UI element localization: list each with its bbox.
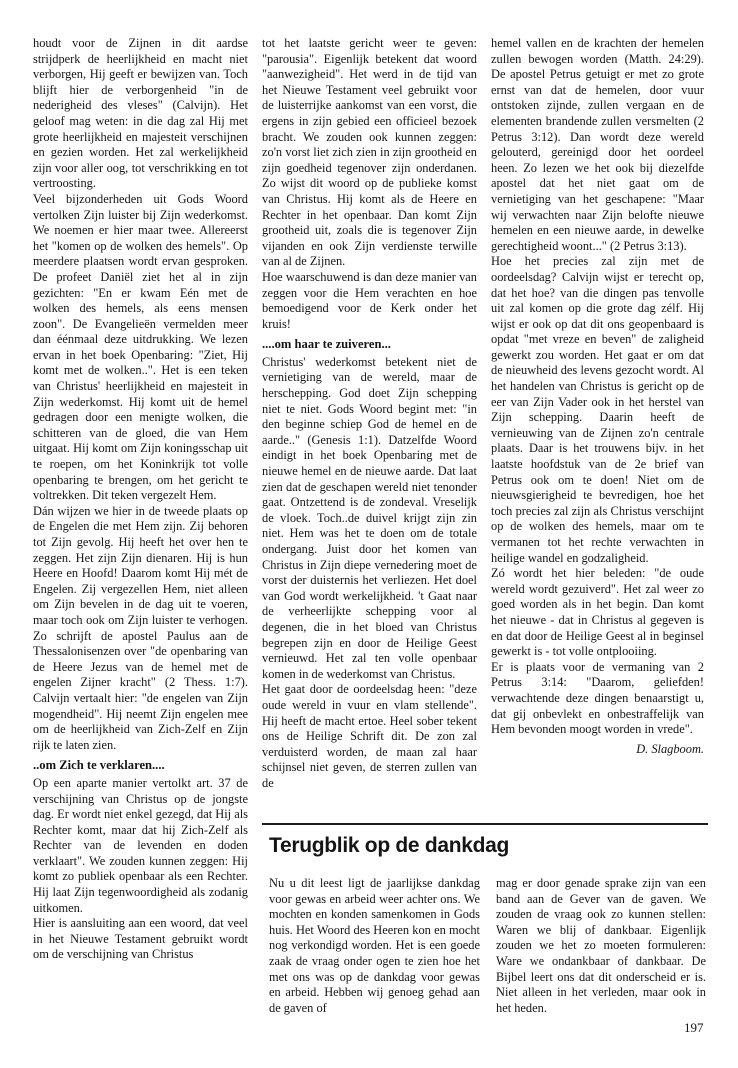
paragraph: Christus' wederkomst betekent niet de vernietiging van de wereld, maar de herschepping. God doet Zijn schepping niet te niet. Gods Woord begint met: "in den beginne schiep God de hemel en de aarde.." (Genesis 1:1). Datzelfde Woord eindigt in het boek Openbaring met de nieuwe hemel en de nieuwe aarde. Dat laat zien dat de geschapen wereld niet tenonder gaat. Ontzettend is de zondeval. Vreselijk de vloek. Toch..de duivel krijgt zijn zin niet. Hem was het te doen om de totale ondergang. Juist door het komen van Christus in Zijn diepe vernedering moet de vorst der duisternis het verliezen. Het doel van God wordt werkelijkheid. 't Gaat naar de verheerlijkte schepping voor al degenen, die in het bloed van Christus begrepen zijn en door de Heilige Geest vernieuwd. Het zal ten volle openbaar komen in de wederkomst van Christus. [262,354,477,681]
paragraph: Er is plaats voor de vermaning van 2 Petrus 3:14: "Daarom, geliefden! verwachtende deze dingen benaarstigt u, dat gij onbevlekt en onbestraffelijk van Hem bevonden moogt worden in vrede". [491,659,704,737]
paragraph: tot het laatste gericht weer te geven: "parousia". Eigenlijk betekent dat woord "aanwezigheid". Het werd in de tijd van het Nieuwe Testament veel gebruikt voor de luisterrijke aankomst van een vorst, die ergens in zijn gebied een officieel bezoek bracht. We zouden ook kunnen zeggen: zo'n vorst liet zich zien in zijn grootheid en zijn goedheid tegenover zijn onderdanen. Zo wijst dit woord op de publieke komst van Christus. Hij komt als de Heere en Rechter in het openbaar. Dan komt Zijn grootheid uit, zoals die is tegenover Zijn vijanden en ook Zijn verdienste terwille van al de Zijnen. [262,36,477,269]
paragraph: Hoe waarschuwend is dan deze manier van zeggen voor die Hem verachten en hoe bemoedigend voor de Kerk onder het kruis! [262,269,477,331]
paragraph: Dán wijzen we hier in de tweede plaats op de Engelen die met Hem zijn. Zij behoren tot Zijn gevolg. Hij heeft het over hen te zeggen. Het zijn Zijn dienaren. Hij is hun Heere en Hoofd! Daarom komt Hij mét de Engelen. Zij vergezellen Hem, niet alleen om Zijn bevelen in de dag uit te voeren, maar toch ook om Zijn luister te verhogen. Zo schrijft de apostel Paulus aan de Thessalonisenzen over "de openbaring van de Heere Jezus van de hemel met de engelen Zijner kracht" (2 Thess. 1:7). Calvijn vertaalt hier: "de engelen van Zijn mogendheid". Hij neemt Zijn engelen mee om de heerlijkheid van Zich-Zelf en Zijn rijk te laten zien. [33,503,248,752]
section-heading: ....om haar te zuiveren... [262,337,391,352]
section-divider [262,823,708,825]
paragraph: hemel vallen en de krachten der hemelen zullen bewogen worden (Matth. 24:29). De apostel Petrus getuigt er met zo grote ernst van dat de hemelen, door vuur ontstoken zijnde, zullen vergaan en de elementen brandende zullen versmelten (2 Petrus 3:12). Dan wordt deze wereld gelouterd, gereinigd door het oordeel heen. Zo lezen we het ook bij diezelfde apostel dat het niet gaat om de vernietiging van het geschapene: "Maar wij verwachten naar Zijn belofte nieuwe hemelen en een nieuwe aarde, in dewelke gerechtigheid woont..." (2 Petrus 3:13). [491,36,704,253]
article2-column-2 [496,876,706,1016]
paragraph: Zó wordt het hier beleden: "de oude wereld wordt gezuiverd". Het zal weer zo goed worden als in het begin. Dan komt het nieuwe - dat in Christus al gegeven is en dat door de Heilige Geest al in beginsel gewerkt is - tot volle ontplooiing. [491,566,704,659]
paragraph: mag er door genade sprake zijn van een band aan de Gever van de gaven. We zouden de vraag ook zo kunnen stellen: Waren we blij of dankbaar. Eigenlijk zouden we het zo moeten formuleren: Ware we ondankbaar of dankbaar. De Bijbel leert ons dat dit onderscheid er is. Niet alleen in het verleden, maar ook in het heden. [496,876,706,1015]
paragraph: Nu u dit leest ligt de jaarlijkse dankdag voor gewas en arbeid weer achter ons. We mochten en konden samenkomen in Gods huis. Het Woord des Heeren kon en mocht nog verkondigd worden. Het is een goede zaak de vraag onder ogen te zien hoe het met ons was op de dankdag voor gewas en arbeid. Hebben wij genoeg gehad aan de gaven of [269,876,480,1015]
article-column-3 [491,36,704,757]
article-column-2 [262,36,477,792]
paragraph: houdt voor de Zijnen in dit aardse strijdperk de heerlijkheid en macht niet verborgen, Hij geeft er bewijzen van. Toch blijft hier de verborgenheid "in de nederigheid des vleses" (Calvijn). Het geloof mag weten: in die dag zal Hij met grote heerlijkheid en majesteit verschijnen en gezien worden. Het zal werkelijkheid zijn voor aller oog, tot verschrikking en tot vertroosting. [33,36,248,191]
paragraph: Op een aparte manier vertolkt art. 37 de verschijning van Christus op de jongste dag. Er wordt niet enkel gezegd, dat Hij als Rechter komt, maar dat hij Zich-Zelf als Rechter van de levenden en doden verklaart". We zouden kunnen zeggen: Hij komt zo publiek openbaar als een Rechter. Hij laat Zijn tegenwoordigheid als zodanig uitkomen. [33,775,248,915]
author-signature: D. Slagboom. [636,741,704,756]
article-title: Terugblik op de dankdag [269,834,510,857]
section-heading: ..om Zich te verklaren.... [33,758,165,773]
article2-column-1 [269,876,480,1016]
article-column-1 [33,36,248,963]
paragraph: Hoe het precies zal zijn met de oordeelsdag? Calvijn wijst er terecht op, dat het hoe? van die dingen pas tenvolle uit zal komen op die grote dag zélf. Hij wijst er ook op dat dit ons geopenbaard is opdat "met vreze en beven" de zaligheid gewerkt zou worden. Het gaat er om dat de nieuwheid des levens gezocht wordt. Al het handelen van Christus is gericht op de eer van Zijn Vader ook in het herstel van Zijn schepping. Daarin heeft de vernieuwing van de Zijnen zo'n centrale plaats. Daar is het trouwens bijv. in het laatste hoofdstuk van de 2e brief van Petrus ook om te doen! Niet om de nieuwsgierigheid te bevredigen, hoe het toch precies zal zijn als Christus verschijnt op de wolken des hemels, maar om te vermanen tot het rechte verwachten in heilige wandel en godzaligheid. [491,254,704,565]
paragraph: Het gaat door de oordeelsdag heen: "deze oude wereld in vuur en vlam stellende". Hij heeft de macht ertoe. Heel sober tekent ons de Heilige Schrift dit. De zon zal verduisterd worden, de maan zal haar schijnsel niet geven, de sterren zullen van de [262,682,477,790]
page-number: 197 [684,1020,704,1035]
paragraph: Hier is aansluiting aan een woord, dat veel in het Nieuwe Testament gebruikt wordt om de verschijning van Christus [33,916,248,962]
paragraph: Veel bijzonderheden uit Gods Woord vertolken Zijn luister bij Zijn wederkomst. We noemen er hier maar twee. Allereerst het "komen op de wolken des hemels". Op meerdere plaatsen wordt ervan gesproken. De profeet Daniël ziet het al in zijn gezichten: "En er kwam Eén met de wolken des hemels, als eens mensen zoon". De Evangelieën vermelden meer dan éénmaal deze uitdrukking. We lezen ervan in het boek Openbaring: "Ziet, Hij komt met de wolken..". Het is een teken van Christus' heerlijkheid en majesteit in Zijn wederkomst. Hij komt uit de hemel gedragen door een menigte wolken, die schitteren van de gloed, die van Hem uitgaat. Hij komt om Zijn koningsschap uit te roepen, om het Koninkrijk tot volle openbaring te brengen, om het gericht te voltrekken. Dit teken vergezelt Hem. [33,191,248,503]
